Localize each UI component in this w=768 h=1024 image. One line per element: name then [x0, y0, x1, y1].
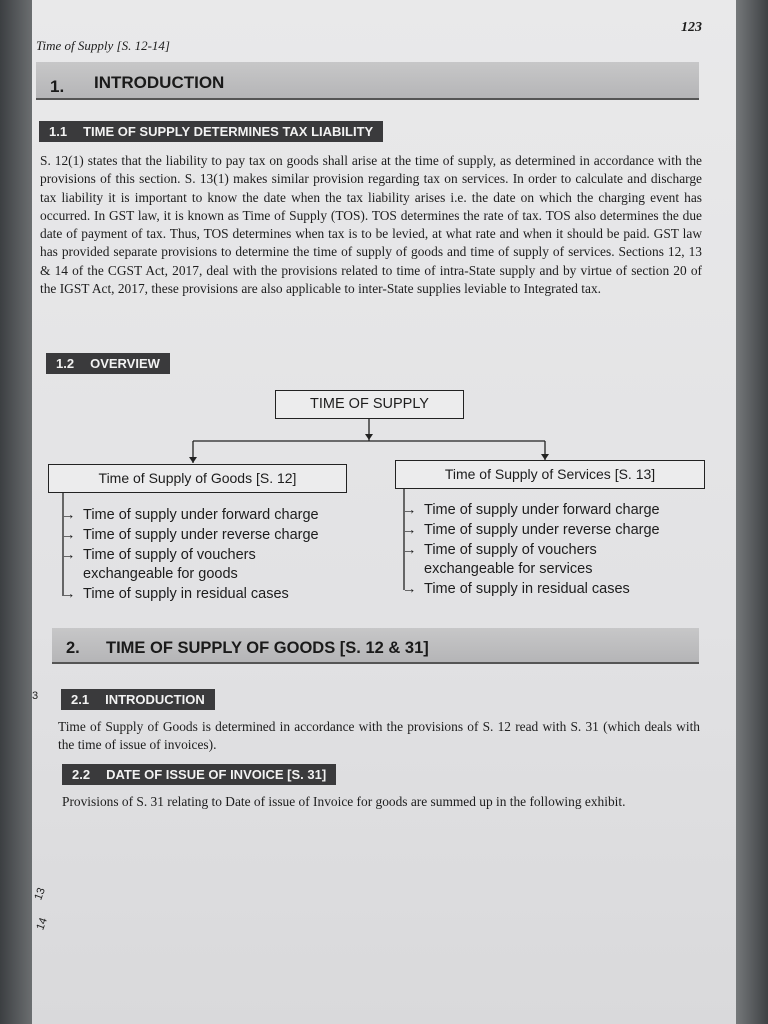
goods-box: Time of Supply of Goods [S. 12]	[48, 464, 347, 493]
subsection-1-1-number: 1.1	[49, 124, 68, 139]
arrow-icon: →	[402, 521, 417, 538]
arrow-icon: →	[402, 541, 417, 558]
subsection-1-1-heading	[39, 121, 383, 142]
goods-item-4: → Time of supply in residual cases	[61, 585, 361, 605]
subsection-2-2-number: 2.2	[72, 767, 91, 782]
section-2-heading	[52, 628, 699, 664]
services-list	[402, 501, 712, 600]
services-item-3: → Time of supply of vouchers exchangeable for services	[402, 541, 597, 578]
subsection-2-2-heading	[62, 764, 336, 785]
page-number: 123	[681, 20, 702, 35]
subsection-2-2-title: DATE OF ISSUE OF INVOICE [S. 31]	[106, 767, 327, 782]
page-shadow-left	[0, 0, 32, 1024]
subsection-2-1-title: INTRODUCTION	[105, 692, 205, 707]
subsection-1-2-title: OVERVIEW	[90, 356, 160, 371]
margin-pen-mark-3: 14	[34, 916, 50, 932]
arrow-icon: →	[61, 586, 76, 603]
section-1-number: 1.	[50, 77, 65, 96]
goods-item-1: → Time of supply under forward charge	[61, 506, 361, 526]
section-2-title: TIME OF SUPPLY OF GOODS [S. 12 & 31]	[106, 639, 429, 657]
services-item-4: → Time of supply in residual cases	[402, 580, 712, 600]
subsection-1-1-title: TIME OF SUPPLY DETERMINES TAX LIABILITY	[83, 124, 374, 139]
margin-pen-mark: 3	[32, 690, 39, 702]
margin-pen-mark-2: 13	[32, 886, 48, 902]
services-box: Time of Supply of Services [S. 13]	[395, 460, 705, 489]
subsection-1-2-number: 1.2	[56, 356, 75, 371]
arrow-icon: →	[61, 507, 76, 523]
running-head: Time of Supply [S. 12-14]	[36, 38, 170, 53]
subsection-2-1-heading	[61, 689, 215, 710]
section-2-number: 2.	[66, 639, 80, 657]
paragraph-1-1: S. 12(1) states that the liability to pay tax on goods shall arise at the time of supply, as determined in accordance with the provisions of this section. S. 13(1) makes similar provision regarding tax on services. In order to calculate and discharge tax liability it is important to know the date when the tax liability arises i.e. the date on which the charging event has occurred. In GST law, it is known as Time of Supply (TOS). TOS determines the rate of tax. TOS also determines the due date of payment of tax. Thus, TOS determines when tax is to be levied, at what rate and when it should be paid. GST law has provided separate provisions to determine the time of supply of goods and time of supply of services. Sections 12, 13 & 14 of the CGST Act, 2017, deal with the provisions related to time of intra-State supply and by virtue of section 20 of the IGST Act, 2017, these provisions are also applicable to inter-State supplies leviable to Integrated tax.	[40, 153, 702, 297]
goods-item-2: → Time of supply under reverse charge	[61, 526, 361, 546]
paragraph-2-1: Time of Supply of Goods is determined in accordance with the provisions of S. 12 read with S. 31 (which deals with the time of issue of invoices).	[58, 719, 700, 753]
diagram-root-box: TIME OF SUPPLY	[275, 390, 464, 419]
section-1-heading	[36, 62, 699, 100]
goods-list	[61, 506, 361, 605]
page-shadow-right	[736, 0, 768, 1024]
arrow-icon: →	[61, 526, 76, 543]
section-1-title: INTRODUCTION	[94, 73, 225, 92]
arrow-icon: →	[61, 546, 76, 563]
time-of-supply-diagram	[32, 385, 736, 610]
arrow-icon: →	[402, 581, 417, 598]
paragraph-2-2: Provisions of S. 31 relating to Date of issue of Invoice for goods are summed up in the following exhibit.	[62, 794, 626, 809]
book-page	[32, 0, 736, 1024]
services-item-1: → Time of supply under forward charge	[402, 501, 712, 521]
subsection-1-2-heading	[46, 353, 170, 374]
arrow-icon: →	[402, 502, 417, 518]
goods-item-3: → Time of supply of vouchers exchangeable for goods	[61, 546, 256, 583]
subsection-2-1-number: 2.1	[71, 692, 90, 707]
services-item-2: → Time of supply under reverse charge	[402, 521, 712, 541]
